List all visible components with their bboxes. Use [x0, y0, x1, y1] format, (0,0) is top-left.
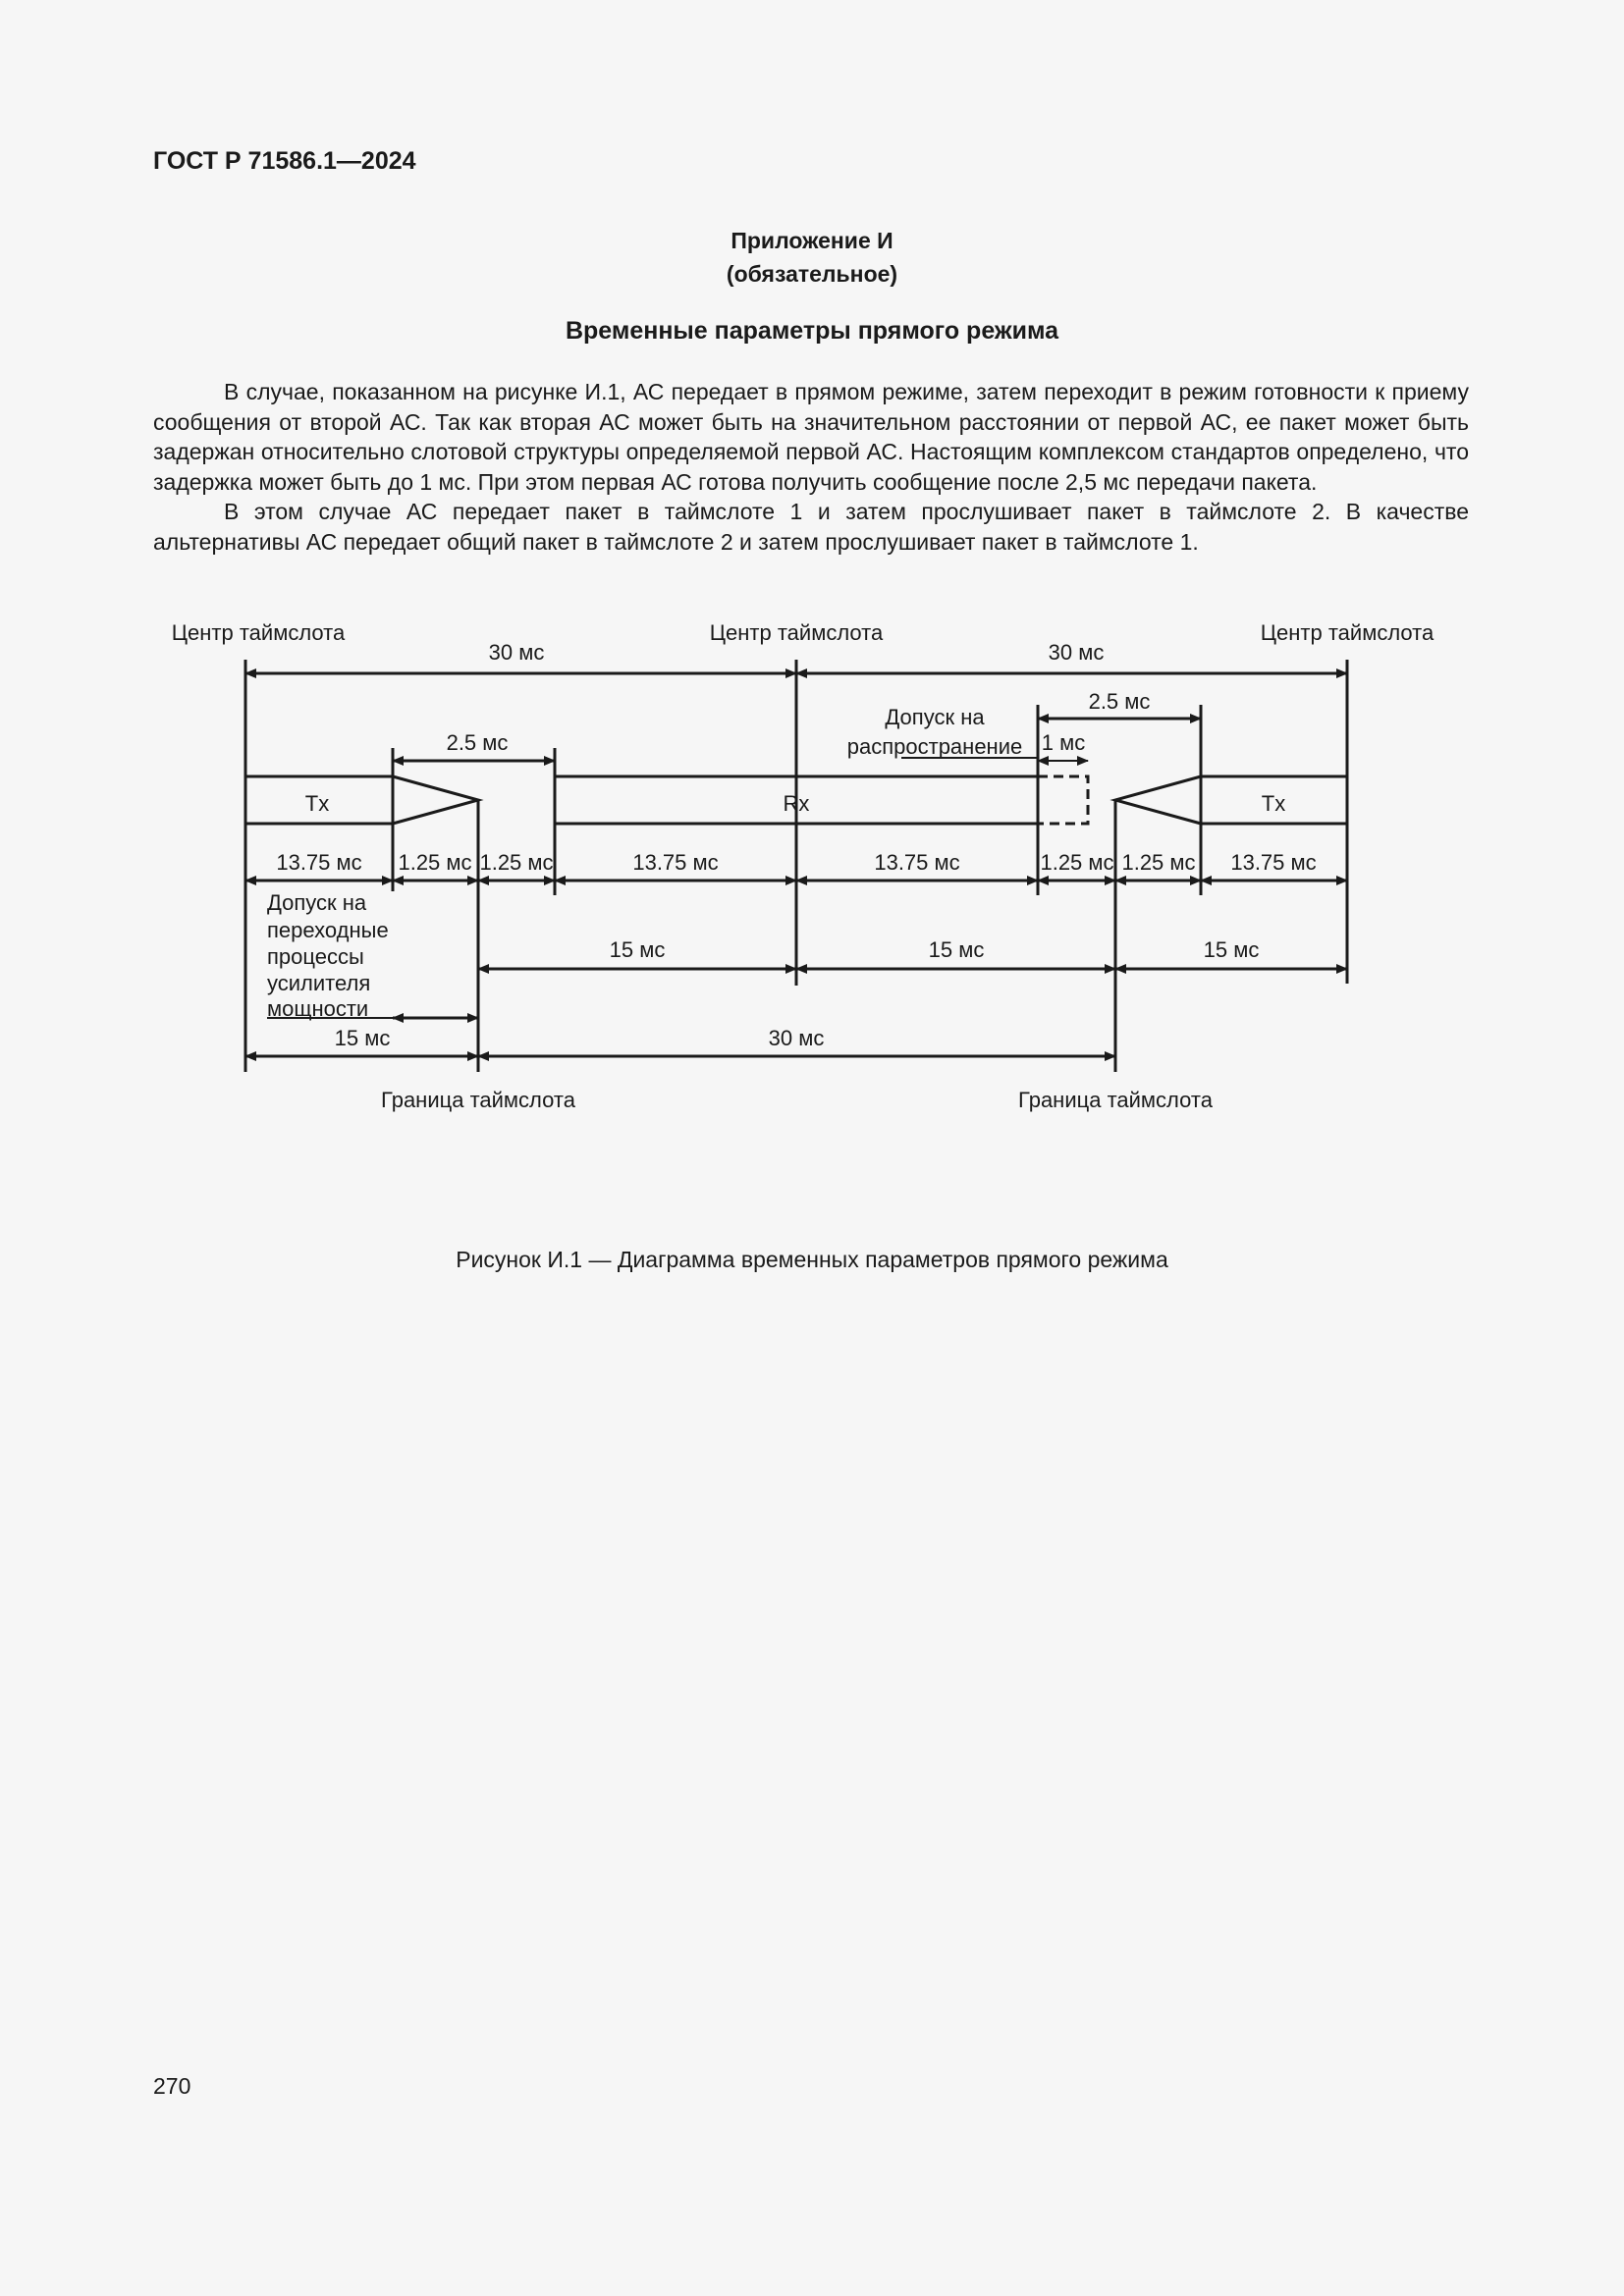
duration-label: 13.75 мс — [874, 850, 960, 875]
tx-label: Tx — [304, 791, 330, 816]
duration-label: 1 мс — [1041, 730, 1086, 755]
paragraph: В этом случае АС передает пакет в таймслоте 1 и затем прослушивает пакет в таймслоте 2. В качестве альтернативы АС передает общий пакет в таймслоте 2 и затем прослушивает пакет в таймслоте 1. — [153, 499, 1469, 555]
center-label: Центр таймслота — [171, 620, 346, 645]
center-label: Центр таймслота — [1260, 620, 1435, 645]
duration-label: 1.25 мс — [1121, 850, 1196, 875]
tx-label: Tx — [1261, 791, 1286, 816]
duration-label: 15 мс — [1203, 937, 1260, 962]
amplifier-label: усилителя — [267, 971, 371, 995]
rx-label: Rx — [783, 791, 810, 816]
annex-title: Приложение И — [731, 228, 893, 253]
duration-label: 13.75 мс — [276, 850, 362, 875]
boundary-label: Граница таймслота — [1018, 1088, 1213, 1112]
duration-label: 1.25 мс — [479, 850, 554, 875]
duration-label: 13.75 мс — [1230, 850, 1317, 875]
section-title: Временные параметры прямого режима — [565, 317, 1059, 345]
duration-label: 15 мс — [928, 937, 985, 962]
figure-caption: Рисунок И.1 — Диаграмма временных параметров прямого режима — [456, 1247, 1168, 1272]
amplifier-label: процессы — [267, 944, 364, 969]
duration-label: 13.75 мс — [632, 850, 719, 875]
duration-label: 1.25 мс — [1040, 850, 1114, 875]
duration-label: 2.5 мс — [446, 730, 509, 755]
duration-label: 15 мс — [334, 1026, 391, 1050]
boundary-label: Граница таймслота — [381, 1088, 575, 1112]
document-code: ГОСТ Р 71586.1—2024 — [153, 147, 416, 175]
propagation-label: распространение — [846, 734, 1023, 759]
duration-label: 1.25 мс — [398, 850, 472, 875]
amplifier-label: переходные — [267, 918, 389, 942]
duration-label: 15 мс — [609, 937, 666, 962]
propagation-box — [1038, 776, 1088, 824]
amplifier-label: Допуск на — [267, 890, 367, 915]
propagation-label: Допуск на — [885, 705, 985, 729]
page-number: 270 — [153, 2073, 191, 2099]
paragraph: В случае, показанном на рисунке И.1, АС передает в прямом режиме, затем переходит в режим готовности к приему сообщения от второй АС. Так как вторая АС может быть на значительном расстоянии от первой АС, ее пакет может быть задержан относительно слотовой структуры определяемой первой АС. Настоящим комплексом стандартов определено, что задержка может быть до 1 мс. При этом первая АС готова получить сообщение после 2,5 мс передачи пакета. — [153, 379, 1469, 495]
duration-label: 2.5 мс — [1088, 689, 1151, 714]
amplifier-label: мощности — [267, 996, 369, 1021]
duration-label: 30 мс — [1048, 640, 1105, 665]
duration-label: 30 мс — [768, 1026, 825, 1050]
center-label: Центр таймслота — [709, 620, 884, 645]
duration-label: 30 мс — [488, 640, 545, 665]
annex-status: (обязательное) — [726, 261, 898, 287]
